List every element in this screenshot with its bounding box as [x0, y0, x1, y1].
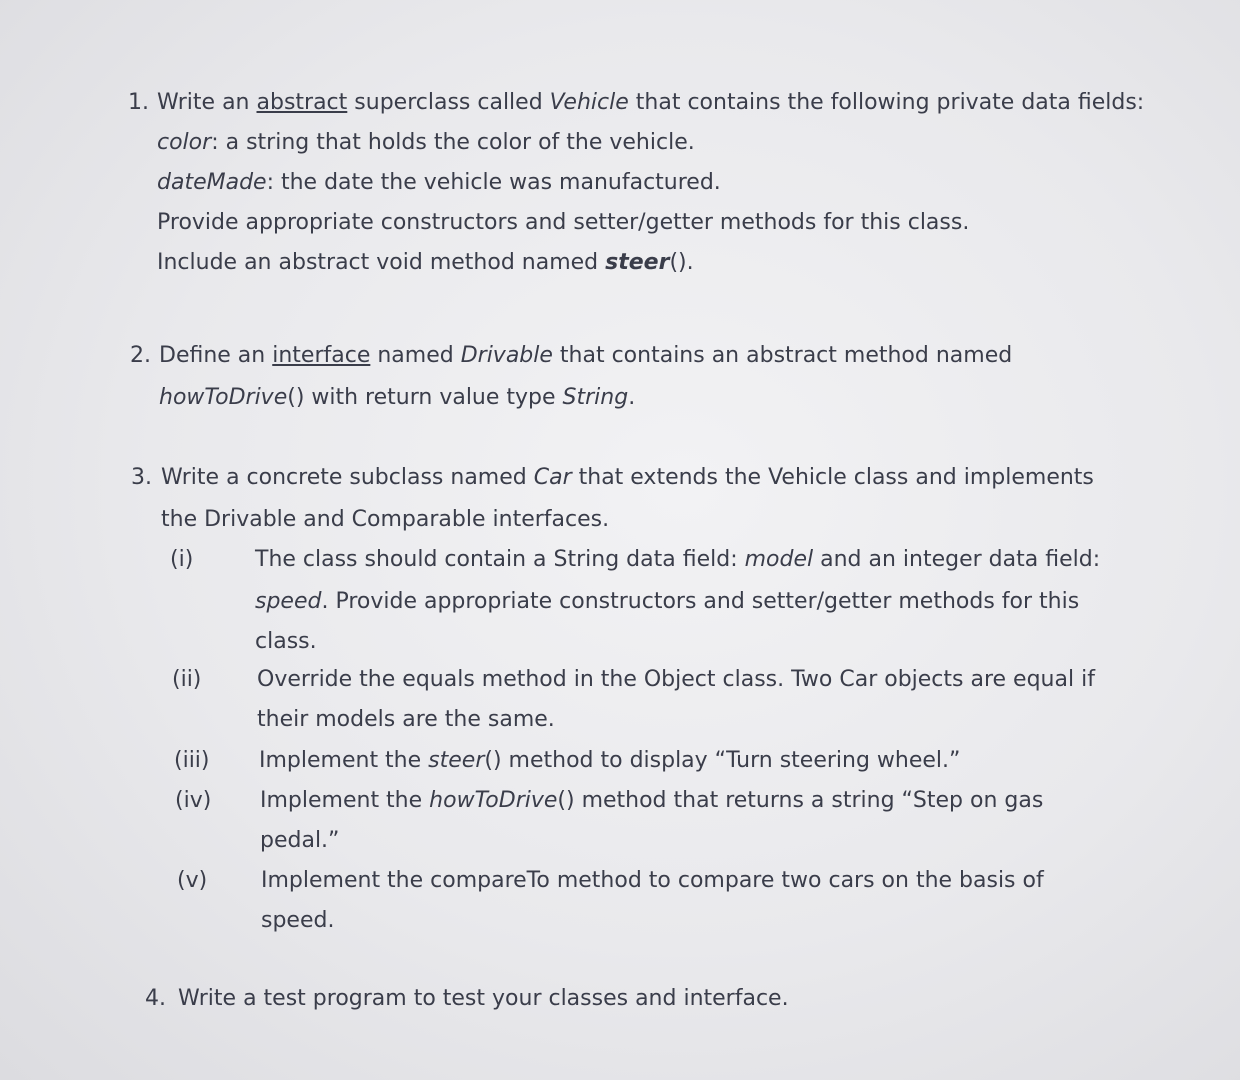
- q1-line-3: dateMade: the date the vehicle was manufactured.: [157, 170, 721, 195]
- q1-line-5: Include an abstract void method named steer().: [157, 250, 694, 275]
- q3-line-2: the Drivable and Comparable interfaces.: [161, 507, 610, 532]
- q2-line-2: howToDrive() with return value type String.: [159, 385, 636, 410]
- question-number: 2.: [130, 343, 151, 368]
- q3-line-1: Write a concrete subclass named Car that extends the Vehicle class and implements: [161, 465, 1094, 490]
- question-number: 4.: [145, 986, 166, 1011]
- q1-line-4: Provide appropriate constructors and setter/getter methods for this class.: [157, 210, 970, 235]
- q2-line-1: Define an interface named Drivable that contains an abstract method named: [159, 343, 1013, 368]
- document-page: 1. Write an abstract superclass called Vehicle that contains the following private data fields: color: a string that holds the color of the vehicle. dateMade: the date the vehicle was manufactured. Provide appropriate constructors and setter/getter methods for this class. Include an abstract void method named steer(). 2. Define an interface named Drivable that contains an abstract method named howToDrive() with return value type String. 3. Write a concrete subclass named Car that extends the Vehicle class and implements the Drivable and Comparable interfaces. (i) The class should contain a String data field: model and an integer data field: speed. Provide appropriate constructors and setter/getter methods for this class. (ii) Override the equals method in the Object class. Two Car objects are equal if their models are the same. (iii) Implement the steer() method to display “Turn steering wheel.” (iv) Implement the howToDrive() method that returns a string “Step on gas pedal.” (v) Implement the compareTo method to compare two cars on the basis of speed. 4. Write a test program to test your classes and interface.: [0, 0, 1240, 1080]
- item-label: (ii): [172, 667, 202, 692]
- item-label: (iv): [175, 788, 212, 813]
- question-number: 3.: [131, 465, 152, 490]
- item-label: (i): [170, 547, 194, 572]
- q1-line-2: color: a string that holds the color of the vehicle.: [157, 130, 695, 155]
- item-label: (iii): [174, 748, 210, 773]
- q1-line-1: Write an abstract superclass called Vehicle that contains the following private data fields:: [157, 90, 1145, 115]
- item-label: (v): [177, 868, 208, 893]
- question-number: 1.: [128, 90, 149, 115]
- q4-line-1: Write a test program to test your classes and interface.: [178, 986, 789, 1011]
